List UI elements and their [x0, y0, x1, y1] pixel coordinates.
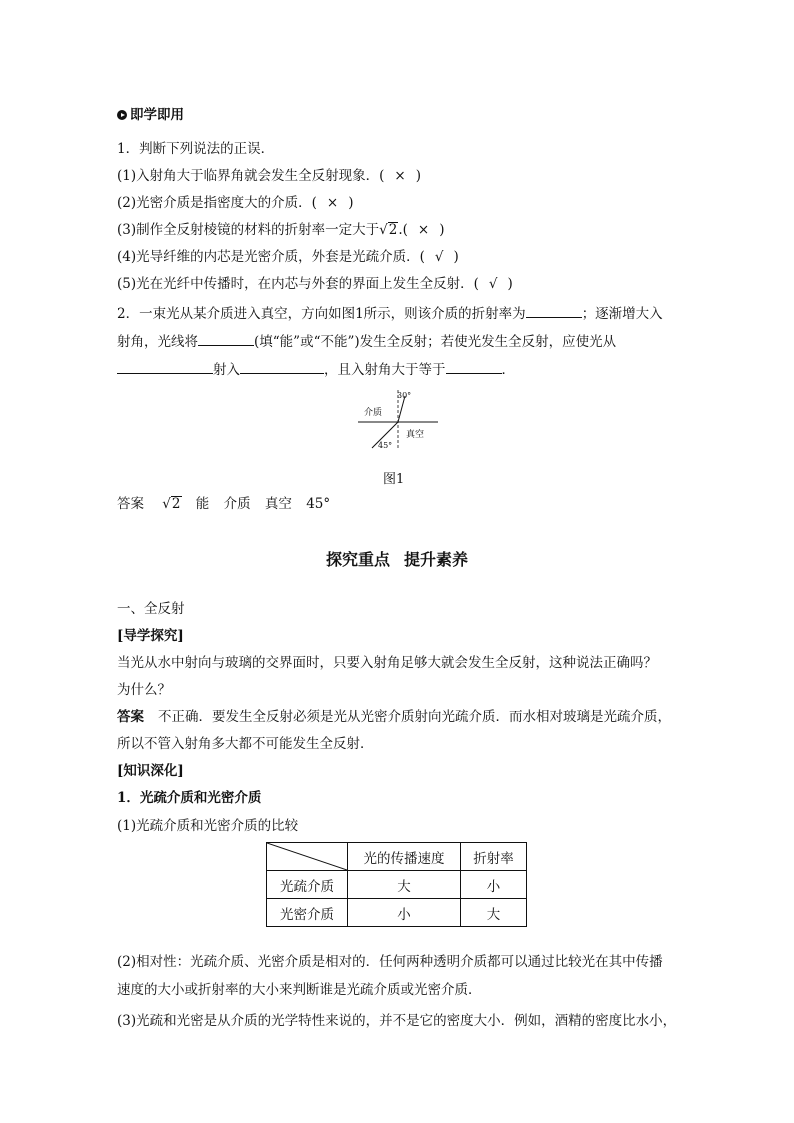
statement-2: (2)光密介质是指密度大的介质．( × ) [117, 195, 354, 211]
table-cell: 小 [348, 899, 461, 927]
sqrt-expression: √2 [379, 222, 398, 238]
angle-bottom-label: 45° [378, 441, 393, 450]
answer-mark: × [326, 195, 339, 211]
fill-blank-5 [446, 360, 502, 374]
guide-label: [导学探究] [117, 628, 184, 644]
fill-blank-3 [117, 360, 213, 374]
quick-section-heading [117, 106, 184, 124]
optical-line-1: (3)光疏和光密是从介质的光学特性来说的，并不是它的密度大小．例如，酒精的密度比水小， [117, 1013, 677, 1029]
diagonal-line [267, 843, 347, 870]
question-2-line-3: 射入 ，且入射角大于等于 ． [117, 360, 515, 379]
table-row [267, 871, 527, 899]
refraction-figure [354, 386, 444, 454]
quick-section-title: 即学即用 [130, 107, 184, 123]
medium-label: 介质 [364, 408, 383, 418]
statement-4: (4)光导纤维的内芯是光密介质，外套是光疏介质．( √ ) [117, 249, 459, 265]
quick-answer: 答案 √2 能 介质 真空 45° [117, 496, 331, 512]
compare-title: (1)光疏介质和光密介质的比较 [117, 818, 299, 834]
table-cell: 大 [461, 899, 527, 927]
question-1-stem: 1．判断下列说法的正误． [117, 141, 275, 157]
diagonal-header-cell [267, 843, 348, 871]
table-header: 光的传播速度 [348, 843, 461, 871]
answer-mark: × [417, 222, 430, 238]
play-circle-icon [117, 110, 127, 120]
guide-question-line-2: 为什么？ [117, 682, 171, 698]
table-cell: 光密介质 [267, 899, 348, 927]
answer-mark: √ [434, 249, 444, 265]
section-title: 探究重点 提升素养 [325, 550, 469, 569]
relativity-line-2: 速度的大小或折射率的大小来判断谁是光疏介质或光密介质． [117, 982, 482, 998]
subheading-1: 1．光疏介质和光密介质 [117, 790, 262, 806]
statement-3: (3)制作全反射棱镜的材料的折射率一定大于√2.( × ) [117, 222, 445, 238]
fill-blank-2 [198, 332, 254, 346]
vacuum-label: 真空 [406, 430, 425, 440]
sqrt-expression: √2 [162, 496, 181, 512]
figure-caption: 图1 [383, 472, 405, 487]
fill-blank-4 [240, 360, 324, 374]
table-cell: 小 [461, 871, 527, 899]
statement-1: (1)入射角大于临界角就会发生全反射现象．( × ) [117, 168, 421, 184]
answer-mark: √ [488, 276, 498, 292]
relativity-line-1: (2)相对性：光疏介质、光密介质是相对的．任何两种透明介质都可以通过比较光在其中传播 [117, 954, 663, 970]
angle-top-label: 30° [397, 391, 412, 400]
answer-mark: × [394, 168, 406, 184]
question-2-line-2: 射角，光线将 (填“能”或“不能”)发生全反射；若使光发生全反射，应使光从 [117, 334, 617, 350]
statement-5: (5)光在光纤中传播时，在内芯与外套的界面上发生全反射．( √ ) [117, 276, 513, 292]
table-header: 折射率 [461, 843, 527, 871]
comparison-table [266, 842, 527, 927]
deepen-label: [知识深化] [117, 763, 184, 779]
guide-question-line-1: 当光从水中射向与玻璃的交界面时，只要入射角足够大就会发生全反射，这种说法正确吗？ [117, 655, 657, 671]
part-heading: 一、全反射 [117, 601, 185, 617]
guide-answer-line-1: 答案 不正确．要发生全反射必须是光从光密介质射向光疏介质．而水相对玻璃是光疏介质， [117, 709, 671, 725]
table-cell: 大 [348, 871, 461, 899]
table-header-row [267, 843, 527, 871]
question-2-line-1: 2．一束光从某介质进入真空，方向如图1所示，则该介质的折射率为 ；逐渐增大入 [117, 306, 663, 322]
guide-answer-line-2: 所以不管入射角多大都不可能发生全反射． [117, 736, 374, 752]
table-row [267, 899, 527, 927]
table-cell: 光疏介质 [267, 871, 348, 899]
fill-blank-1 [526, 304, 582, 318]
